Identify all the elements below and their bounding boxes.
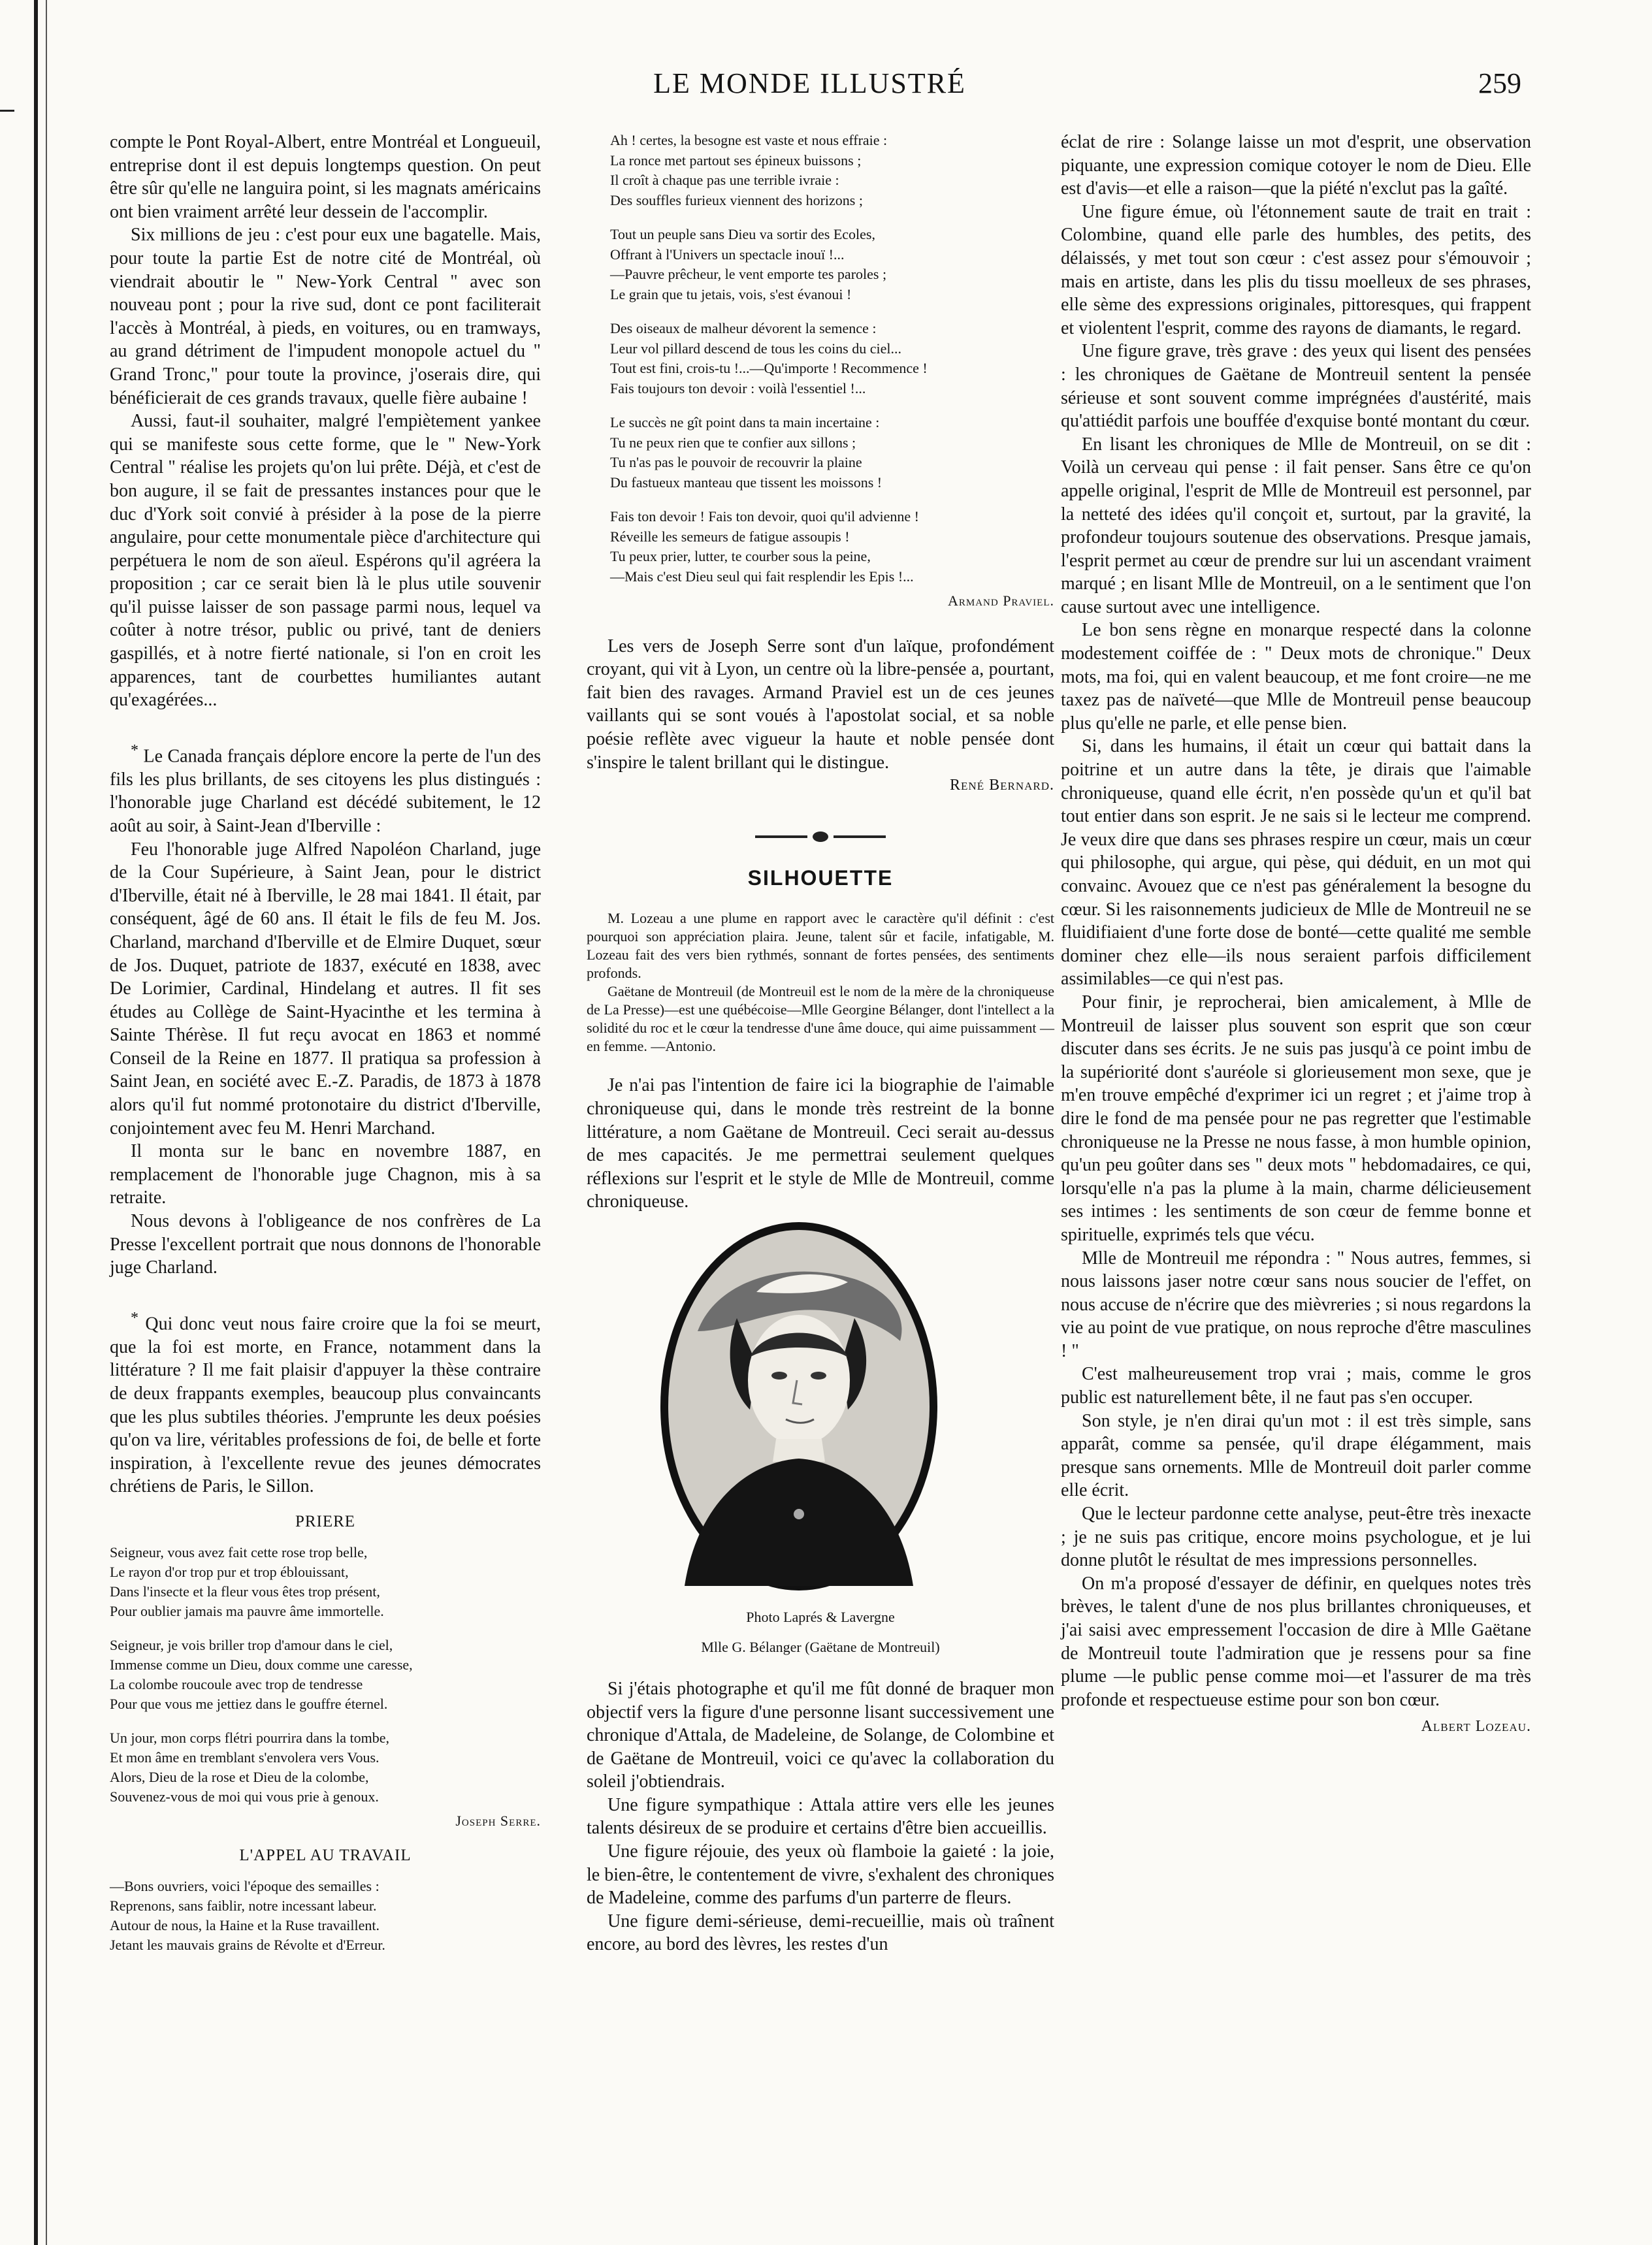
poem-line: Pour oublier jamais ma pauvre âme immortelle. xyxy=(110,1602,384,1619)
page-binding-edge xyxy=(34,0,38,2245)
paragraph: Une figure émue, où l'étonnement saute de trait en trait : Colombine, quand elle parle des humbles, des petits, des délaissés, y met tout son cœur : c'est assez pour s'émouvoir ; mais en artiste, dans les plis du tissu moelleux de ses phrases, elle sème des expressions originales, pittoresques, qui frappent et violentent l'esprit, comme des rayons de diamants, le regard. xyxy=(1061,201,1531,338)
paragraph: Une figure grave, très grave : des yeux qui lisent des pensées : les chroniques de Gaëtane de Montreuil sentent la pensée sérieuse et sont souvent comme imprégnées d'austérité, mais qu'attiédit parfois une bouffée d'exquise bonté montant du cœur. xyxy=(1061,341,1531,432)
poem-line: Seigneur, vous avez fait cette rose trop belle, xyxy=(110,1543,368,1560)
poem-line: Souvenez-vous de moi qui vous prie à genoux. xyxy=(110,1788,379,1805)
poem-line: Tu ne peux rien que te confier aux sillons ; xyxy=(610,434,856,451)
poem-line: Réveille les semeurs de fatigue assoupis ! xyxy=(610,528,850,545)
edge-mark xyxy=(0,110,14,112)
photo-credit: Photo Laprés & Lavergne xyxy=(746,1608,895,1625)
page-number: 259 xyxy=(1478,67,1521,99)
column-3 xyxy=(1061,131,1531,1739)
poem-appel-continued xyxy=(610,131,1054,587)
poem-line: Tout un peuple sans Dieu va sortir des Ecoles, xyxy=(610,226,875,242)
paragraph-text: Le Canada français déplore encore la perte de l'un des fils les plus brillants, de ses citoyens les plus distingués : l'honorable juge Charland est décédé subitement, le 12 août au soir, à Saint-Jean d'Iberville : xyxy=(110,746,542,836)
intro-paragraph: Gaëtane de Montreuil (de Montreuil est le nom de la mère de la chroniqueuse de La Presse)—est une québécoise—Mlle Georgine Bélanger, dont l'intellect a la solidité du roc et le cœur la tendresse d'une âme douce, qui aime puissamment —en femme. —Antonio. xyxy=(587,983,1054,1055)
paragraph: Une figure réjouie, des yeux où flamboie la gaieté : la joie, le bien-être, le contentement de vivre, s'exhalent des chroniques de Madeleine, comme des parfums d'un parterre de fleurs. xyxy=(587,1841,1054,1909)
poem-line: La ronce met partout ses épineux buissons ; xyxy=(610,152,862,169)
poem-line: Tu n'as pas le pouvoir de recouvrir la plaine xyxy=(610,454,862,470)
poem-line: Fais ton devoir ! Fais ton devoir, quoi qu'il advienne ! xyxy=(610,508,919,525)
article-author: Albert Lozeau. xyxy=(1421,1718,1531,1736)
paragraph: Nous devons à l'obligeance de nos confrères de La Presse l'excellent portrait que nous donnons de l'honorable juge Charland. xyxy=(110,1211,541,1278)
poem-line: Dans l'insecte et la fleur vous êtes trop présent, xyxy=(110,1583,380,1600)
paragraph: compte le Pont Royal-Albert, entre Montréal et Longueuil, entreprise dont il est depuis longtemps question. On peut être sûr qu'elle ne languira point, si les magnats américains ont bien vraiment arrêté leur dessein de l'accomplir. xyxy=(110,132,541,222)
poem-line: Le succès ne gît point dans ta main incertaine : xyxy=(610,414,880,430)
poem-line: —Pauvre prêcheur, le vent emporte tes paroles ; xyxy=(610,266,887,282)
page-header xyxy=(98,67,1521,106)
paragraph: Pour finir, je reprocherai, bien amicalement, à Mlle de Montreuil de laisser plus souvent son esprit que son cœur discuter dans ses écrits. Je ne suis pas jusqu'à ce point imbu de la supériorité dont s'auréole si glorieusement mon sexe, que je m'en trouve empêché d'exprimer ici un regret ; et j'aime trop à dire le fond de ma pensée pour ne pas regretter que l'estimable chroniqueuse ne la Presse ne nous fasse, à mon humble opinion, qu'un peu goûter dans ses " deux mots " hebdomadaires, ce qui, lorsqu'elle n'a pas la plume à la main, charme délicieusement ses intimes : les sentiments de son cœur de femme bonne et spirituelle, exprimés tels que vécu. xyxy=(1061,992,1531,1245)
paragraph: Je n'ai pas l'intention de faire ici la biographie de l'aimable chroniqueuse qui, dans le monde très restreint de la bonne littérature, a nom Gaëtane de Montreuil. Ceci serait au-dessus de mes capacités. Je me permettrai seulement quelques réflexions sur l'esprit et le style de Mlle de Montreuil, comme chroniqueuse. xyxy=(587,1075,1054,1212)
poem-line: —Mais c'est Dieu seul qui fait resplendir les Epis !... xyxy=(610,568,914,585)
poem-line: Alors, Dieu de la rose et Dieu de la colombe, xyxy=(110,1768,369,1785)
paragraph: Si, dans les humains, il était un cœur qui battait dans la poitrine et un autre dans la tête, je dirais que l'aimable chroniqueuse, quand elle écrit, n'en possède qu'un et qu'il bat tout entier dans son esprit. Je ne sais si le lecteur me comprend. Je veux dire que dans ses phrases respire un cœur, mais un cœur qui philosophe, qui argue, qui pèse, qui déduit, en un mot qui convainc. Avouez que ce n'est pas généralement la besogne du cœur. Si les raisonnements judicieux de Mlle de Montreuil ne se fluidifiaient d'une forte dose de bonté—cette qualité me semble dominer chez elle—ils nous seraient parfois difficilement assimilables—ce qui n'est pas. xyxy=(1061,736,1531,990)
poem-title: L'APPEL AU TRAVAIL xyxy=(239,1847,412,1865)
paragraph-author: René Bernard. xyxy=(950,777,1054,794)
poem-line: Jetant les mauvais grains de Révolte et d'Erreur. xyxy=(110,1936,385,1953)
paragraph: Une figure demi-sérieuse, demi-recueillie, mais où traînent encore, au bord des lèvres, les restes d'un xyxy=(587,1911,1054,1955)
poem-line: Du fastueux manteau que tissent les moissons ! xyxy=(610,474,883,491)
poem-appel-au-travail xyxy=(110,1877,541,1955)
poem-line: Offrant à l'Univers un spectacle inouï !... xyxy=(610,246,845,263)
paragraph xyxy=(110,1307,541,1498)
photo-caption: Mlle G. Bélanger (Gaëtane de Montreuil) xyxy=(701,1638,940,1655)
poem-title: PRIERE xyxy=(295,1512,356,1530)
poem-line: Seigneur, je vois briller trop d'amour dans le ciel, xyxy=(110,1636,393,1653)
paragraph: éclat de rire : Solange laisse un mot d'esprit, une observation piquante, une expression comique cotoyer le nom de Dieu. Elle est d'avis—et elle a raison—que la piété n'exclut pas la gaîté. xyxy=(1061,132,1531,199)
poem-line: Tout est fini, crois-tu !...—Qu'importe ! Recommence ! xyxy=(610,360,928,376)
poem-priere xyxy=(110,1543,541,1807)
poem-line: Le grain que tu jetais, vois, s'est évanoui ! xyxy=(610,285,852,302)
poem-line: Un jour, mon corps flétri pourrira dans la tombe, xyxy=(110,1729,390,1746)
section-ornament xyxy=(755,830,886,843)
section-title: SILHOUETTE xyxy=(747,865,894,890)
poem-line: Des oiseaux de malheur dévorent la semence : xyxy=(610,320,877,336)
column-1 xyxy=(110,131,541,1955)
page-binding-line xyxy=(46,0,47,2245)
paragraph: Mlle de Montreuil me répondra : " Nous autres, femmes, si nous laissons jaser notre cœur sans nous soucier de l'effet, on nous accuse de n'écrire que des mièvreries ; si nous regardons la vie au point de vue pratique, on nous reproche d'être masculines ! " xyxy=(1061,1248,1531,1361)
paragraph: En lisant les chroniques de Mlle de Montreuil, on se dit : Voilà un cerveau qui pense : il fait penser. Sans être ce qu'on appelle original, l'esprit de Mlle de Montreuil est personnel, par la netteté des idées qu'il conçoit et, surtout, par la gravité, la profondeur toujours soutenue des observations. Presque jamais, l'esprit permet au cœur de prendre sur lui un ascendant vraiment marqué ; en lisant Mlle de Montreuil, on a le sentiment que l'on cause surtout avec une intelligence. xyxy=(1061,434,1531,617)
paragraph: Les vers de Joseph Serre sont d'un laïque, profondément croyant, qui vit à Lyon, un centre où la libre-pensée a, pourtant, fait bien des ravages. Armand Praviel est un de ces jeunes vaillants qui se sont voués à l'apostolat social, et sa noble poésie reflète avec vigueur la haute et noble pensée dont s'inspire le talent brillant qui le distingue. xyxy=(587,636,1054,773)
paragraph: Une figure sympathique : Attala attire vers elle les jeunes talents désireux de se produire et certains d'être bien accueillis. xyxy=(587,1794,1054,1839)
paragraph: Son style, je n'en dirai qu'un mot : il est très simple, sans apparât, comme sa pensée, qu'il drape élégamment, mais presque sans ornements. Mlle de Montreuil doit parler comme elle écrit. xyxy=(1061,1410,1531,1501)
poem-line: Le rayon d'or trop pur et trop éblouissant, xyxy=(110,1563,349,1580)
poem-line: —Bons ouvriers, voici l'époque des semailles : xyxy=(110,1877,380,1894)
section-stars: * xyxy=(131,1309,138,1327)
poem-line: Tu peux prier, lutter, te courber sous la peine, xyxy=(610,548,871,564)
paragraph: Que le lecteur pardonne cette analyse, peut-être très inexacte ; je ne suis pas critique, encore moins psychologue, et je lui donne plutôt le résultat de mes impressions personnelles. xyxy=(1061,1504,1531,1571)
paragraph: Le bon sens règne en monarque respecté dans la colonne modestement coiffée de : " Deux mots de chronique." Deux mots, ma foi, qui en valent beaucoup, et me font croire—ne me taxez pas de naïveté—que Mlle de Montreuil pense beaucoup plus qu'elle ne parle, et elle pense bien. xyxy=(1061,620,1531,734)
paragraph: Il monta sur le banc en novembre 1887, en remplacement de l'honorable juge Chagnon, mis à sa retraite. xyxy=(110,1141,541,1208)
paragraph xyxy=(110,739,541,838)
poem-line: La colombe roucoule avec trop de tendresse xyxy=(110,1675,363,1692)
poem-line: Et mon âme en tremblant s'envolera vers Vous. xyxy=(110,1749,380,1766)
running-title: LE MONDE ILLUSTRÉ xyxy=(653,67,966,99)
portrait-figure xyxy=(587,1220,1054,1677)
paragraph-text: Qui donc veut nous faire croire que la foi se meurt, que la foi est morte, en France, notamment dans la littérature ? Il me fait plaisir d'appuyer la thèse contraire de deux frappants exemples, beaucoup plus convaincants que les plus subtiles théories. J'emprunte les deux poésies qu'on va lire, véritables professions de foi, de belle et forte inspiration, à l'excellente revue des jeunes démocrates chrétiens de Paris, le Sillon. xyxy=(110,1314,541,1497)
column-2 xyxy=(587,131,1054,1956)
poem-author: Joseph Serre. xyxy=(455,1812,541,1829)
poem-line: Immense comme un Dieu, doux comme une caresse, xyxy=(110,1656,413,1673)
paragraph: Si j'étais photographe et qu'il me fût donné de braquer mon objectif vers la figure d'une personne lisant successivement une chronique d'Attala, de Madeleine, de Solange, de Colombine et de Gaëtane de Montreuil, voici ce qu'avec la collaboration du soleil j'obtiendrais. xyxy=(587,1678,1054,1792)
silhouette-intro xyxy=(587,909,1054,1056)
paragraph: Feu l'honorable juge Alfred Napoléon Charland, juge de la Cour Supérieure, à Saint Jean, pour le district d'Iberville, était né à Iberville, le 28 mai 1841. Il était, par conséquent, âgé de 60 ans. Il était le fils de feu M. Jos. Charland, marchand d'Iberville et de Elmire Duquet, sœur de Jos. Duquet, patriote de 1837, exécuté en 1838, avec De Lorimier, Cardinal, Hindelang et autres. Il fit ses études au Collège de Saint-Hyacinthe et les termina à Sainte Thérèse. Il fut reçu avocat en 1863 et nommé Conseil de la Reine en 1877. Il pratiqua sa profession à Saint Jean, en société avec E.-Z. Paradis, de 1873 à 1878 alors qu'il fut nommé protonotaire du district d'Iberville, conjointement avec feu M. Henri Marchand. xyxy=(110,839,541,1139)
poem-author: Armand Praviel. xyxy=(947,592,1054,609)
paragraph: On m'a proposé d'essayer de définir, en quelques notes très brèves, le talent d'une de nos plus brillantes chroniqueuses, et j'ai saisi avec empressement l'occasion de dire à Mlle Gaëtane de Montreuil toute l'admiration que je ressens pour sa fine plume —le public pense comme moi—et l'assurer de ma très profonde et respectueuse estime pour son bon cœur. xyxy=(1061,1573,1531,1710)
poem-line: Pour que vous me jettiez dans le gouffre éternel. xyxy=(110,1695,388,1712)
paragraph: Six millions de jeu : c'est pour eux une bagatelle. Mais, pour toute la partie Est de notre cité de Montréal, où viendrait aboutir le " New-York Central " avec son nouveau pont ; pour la rive sud, dont ce pont faciliterait l'accès à Montréal, à pieds, en voitures, ou en tramways, au grand détriment de l'impudent monopole actuel du " Grand Tronc," pour toute la province, j'oserais dire, qui bénéficierait de ces grands travaux, quelle fière aubaine ! xyxy=(110,225,541,408)
poem-line: Des souffles furieux viennent des horizons ; xyxy=(610,191,863,208)
poem-line: Fais toujours ton devoir : voilà l'essentiel !... xyxy=(610,380,866,396)
poem-line: Leur vol pillard descend de tous les coins du ciel... xyxy=(610,340,901,357)
section-stars: * xyxy=(131,741,138,759)
paragraph: Aussi, faut-il souhaiter, malgré l'empiètement yankee qui se manifeste sous cette forme, que le " New-York Central " réalise les projets qu'on lui prête. Déjà, et c'est de bon augure, il se fait de pressantes instances pour que le duc d'York soit convié à présider à la pose de la pierre angulaire, pour cette monumentale pièce d'architecture qui perpétuera le nom de son aïeul. Espérons qu'il agréera la proposition ; car ce serait bien là le plus utile souvenir qu'il puisse laisser de son passage parmi nous, lequel va coûter à notre trésor, public ou privé, tant de deniers gaspillés, et à notre fierté nationale, si l'on en croit les apparences, tant de courbettes humiliantes autant qu'exagérées... xyxy=(110,411,541,711)
intro-paragraph: M. Lozeau a une plume en rapport avec le caractère qu'il définit : c'est pourquoi son appréciation plaira. Jeune, talent sûr et facile, infatigable, M. Lozeau fait des vers bien rythmés, sonnant de fortes pensées, des sentiments profonds. xyxy=(587,910,1054,982)
paragraph: C'est malheureusement trop vrai ; mais, comme le gros public est naturellement bête, il ne faut pas s'en occuper. xyxy=(1061,1364,1531,1408)
poem-line: Reprenons, sans faiblir, notre incessant labeur. xyxy=(110,1897,377,1914)
poem-line: Ah ! certes, la besogne est vaste et nous effraie : xyxy=(610,132,888,148)
poem-line: Autour de nous, la Haine et la Ruse travaillent. xyxy=(110,1916,380,1933)
portrait-photo xyxy=(658,1220,939,1592)
poem-line: Il croît à chaque pas une terrible ivraie : xyxy=(610,172,839,188)
